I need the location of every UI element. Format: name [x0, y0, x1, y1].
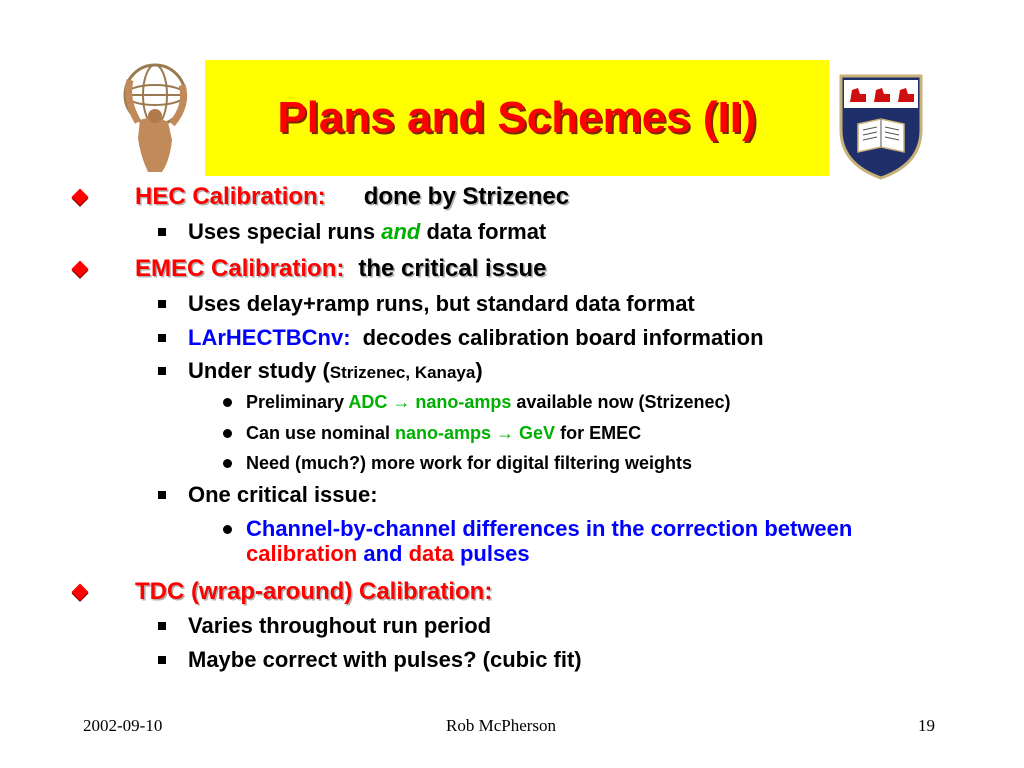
- nano-amps-text: nano-amps: [410, 392, 512, 412]
- bullet-emec-sub3: [188, 358, 483, 384]
- hec-sub1-text: Uses special runs: [188, 219, 382, 244]
- bullet-emec-sub2: [188, 325, 764, 351]
- emec-sub2-text: decodes calibration board information: [362, 325, 764, 350]
- dot-bullet-icon: [223, 459, 232, 468]
- dot-bullet-icon: [223, 398, 232, 407]
- emec-text: the critical issue: [358, 255, 547, 282]
- nano-amps-text: nano-amps: [395, 423, 497, 443]
- bullet-channel-line2: [246, 541, 530, 567]
- can-use-text: Can use nominal: [246, 423, 396, 443]
- larhectbcnv-label: LArHECTBCnv:: [188, 325, 351, 350]
- right-arrow-icon: →: [496, 423, 515, 443]
- diamond-bullet-icon: [72, 584, 89, 601]
- bullet-need: Need (much?) more work for digital filtering weights: [246, 453, 693, 473]
- dot-bullet-icon: [223, 429, 232, 438]
- right-arrow-icon: →: [392, 392, 411, 412]
- adc-text: ADC: [348, 392, 393, 412]
- under-study-names: Strizenec, Kanaya: [329, 363, 476, 382]
- hec-sub1-end: data format: [420, 219, 547, 244]
- channel-text: Channel-by-channel differences in the correction between: [246, 516, 853, 541]
- data-text: data: [408, 541, 454, 566]
- bullet-tdc-sub2: Maybe correct with pulses? (cubic fit): [188, 647, 582, 672]
- gev-text: GeV: [514, 423, 556, 443]
- bullet-one-critical: One critical issue:: [188, 482, 378, 507]
- bullet-hec: [135, 183, 569, 211]
- bullet-hec-sub1: [188, 219, 546, 245]
- hec-sub1-and: and: [381, 219, 421, 244]
- bullet-emec-sub1: Uses delay+ramp runs, but standard data format: [188, 291, 695, 316]
- under-study-close: ): [475, 358, 483, 383]
- diamond-bullet-icon: [72, 189, 89, 206]
- tdc-label: TDC (wrap-around) Calibration:: [135, 578, 493, 605]
- square-bullet-icon: [158, 491, 166, 499]
- bullet-emec: [135, 255, 546, 283]
- bullet-nominal: [246, 423, 641, 444]
- square-bullet-icon: [158, 228, 166, 236]
- and-text: and: [357, 541, 409, 566]
- bullet-channel-line1: [246, 516, 852, 542]
- footer-date: 2002-09-10: [83, 716, 163, 735]
- square-bullet-icon: [158, 334, 166, 342]
- pulses-text: pulses: [453, 541, 530, 566]
- bullet-tdc: [135, 578, 492, 606]
- emec-label: EMEC Calibration:: [135, 255, 345, 282]
- preliminary-end: available now (Strizenec): [511, 392, 731, 412]
- calibration-text: calibration: [246, 541, 358, 566]
- diamond-bullet-icon: [72, 261, 89, 278]
- for-emec-text: for EMEC: [555, 423, 642, 443]
- preliminary-text: Preliminary: [246, 392, 349, 412]
- atlas-figure-logo-icon: [110, 60, 205, 175]
- square-bullet-icon: [158, 367, 166, 375]
- square-bullet-icon: [158, 622, 166, 630]
- slide-title: Plans and Schemes (II): [277, 93, 757, 142]
- square-bullet-icon: [158, 656, 166, 664]
- dot-bullet-icon: [223, 525, 232, 534]
- title-banner: [205, 60, 829, 176]
- hec-label: HEC Calibration:: [135, 183, 326, 210]
- under-study-text: Under study (: [188, 358, 330, 383]
- square-bullet-icon: [158, 300, 166, 308]
- bullet-preliminary: [246, 392, 730, 413]
- hec-text: done by Strizenec: [363, 183, 570, 210]
- bullet-tdc-sub1: Varies throughout run period: [188, 613, 492, 638]
- university-crest-logo-icon: [836, 72, 926, 180]
- footer-page-number: 19: [918, 716, 935, 735]
- footer-author: Rob McPherson: [446, 716, 557, 735]
